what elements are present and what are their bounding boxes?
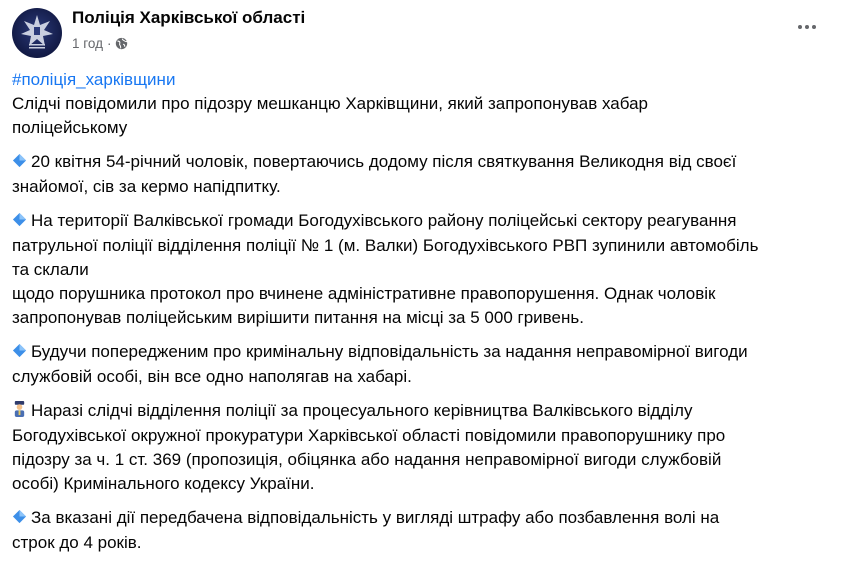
blue-diamond-icon xyxy=(12,151,27,175)
paragraph-line: Богодухівської окружної прокуратури Харківської області повідомили правопорушнику про xyxy=(12,426,726,445)
paragraph-line: Наразі слідчі відділення поліції за процесуального керівництва Валківського відділу xyxy=(31,401,693,420)
blue-diamond-icon xyxy=(12,341,27,365)
post-paragraph xyxy=(12,209,832,330)
post-paragraph xyxy=(12,92,832,140)
post-body xyxy=(12,68,832,565)
paragraph-first-line xyxy=(12,506,832,531)
paragraph-line: За вказані дії передбачена відповідальність у вигляді штрафу або позбавлення волі на xyxy=(31,508,720,527)
author-name[interactable]: Поліція Харківської області xyxy=(72,8,306,27)
paragraph-line: Слідчі повідомили про підозру мешканцю Харківщини, який запропонував хабар xyxy=(12,94,648,113)
paragraph-line: 20 квітня 54-річний чоловік, повертаючись додому після святкування Великодня від своєї xyxy=(31,152,737,171)
page-avatar[interactable] xyxy=(12,8,62,58)
paragraph-line: та склали xyxy=(12,260,89,279)
paragraph-line: запропонував поліцейським вирішити питання на місці за 5 000 гривень. xyxy=(12,308,584,327)
paragraph-line: Будучи попередженим про кримінальну відповідальність за надання неправомірної вигоди xyxy=(31,342,748,361)
paragraph-first-line xyxy=(12,209,832,234)
post-paragraph xyxy=(12,506,832,555)
paragraph-line: підозру за ч. 1 ст. 369 (пропозиція, обіцянка або надання неправомірної вигоди службовій xyxy=(12,450,722,469)
paragraph-first-line xyxy=(12,399,832,424)
post-paragraph xyxy=(12,150,832,199)
post-meta xyxy=(72,36,128,51)
police-star-logo-icon xyxy=(12,8,62,58)
paragraph-first-line xyxy=(12,340,832,365)
blue-diamond-icon xyxy=(12,507,27,531)
post-time[interactable]: 1 год xyxy=(72,36,103,51)
paragraph-line: знайомої, сів за кермо напідпитку. xyxy=(12,177,281,196)
paragraph-line: На території Валківської громади Богодухівського району поліцейські сектору реагування xyxy=(31,211,737,230)
hashtag-link[interactable]: #поліція_харківщини xyxy=(12,70,176,89)
post-paragraph xyxy=(12,399,832,496)
more-options-button[interactable] xyxy=(794,14,820,40)
paragraph-line: поліцейському xyxy=(12,118,128,137)
post-paragraph xyxy=(12,340,832,389)
globe-icon xyxy=(115,37,128,50)
paragraph-line: службовій особі, він все одно наполягав на хабарі. xyxy=(12,367,412,386)
paragraph-line: щодо порушника протокол про вчинене адміністративне правопорушення. Однак чоловік xyxy=(12,284,716,303)
paragraph-first-line xyxy=(12,150,832,175)
blue-diamond-icon xyxy=(12,210,27,234)
separator: · xyxy=(106,36,112,51)
police-officer-icon xyxy=(12,400,27,424)
paragraph-line: строк до 4 років. xyxy=(12,533,142,552)
paragraph-line: патрульної поліції відділення поліції № 1 (м. Валки) Богодухівського РВП зупинили автомобіль xyxy=(12,236,759,255)
paragraph-line: особі) Кримінального кодексу України. xyxy=(12,474,315,493)
